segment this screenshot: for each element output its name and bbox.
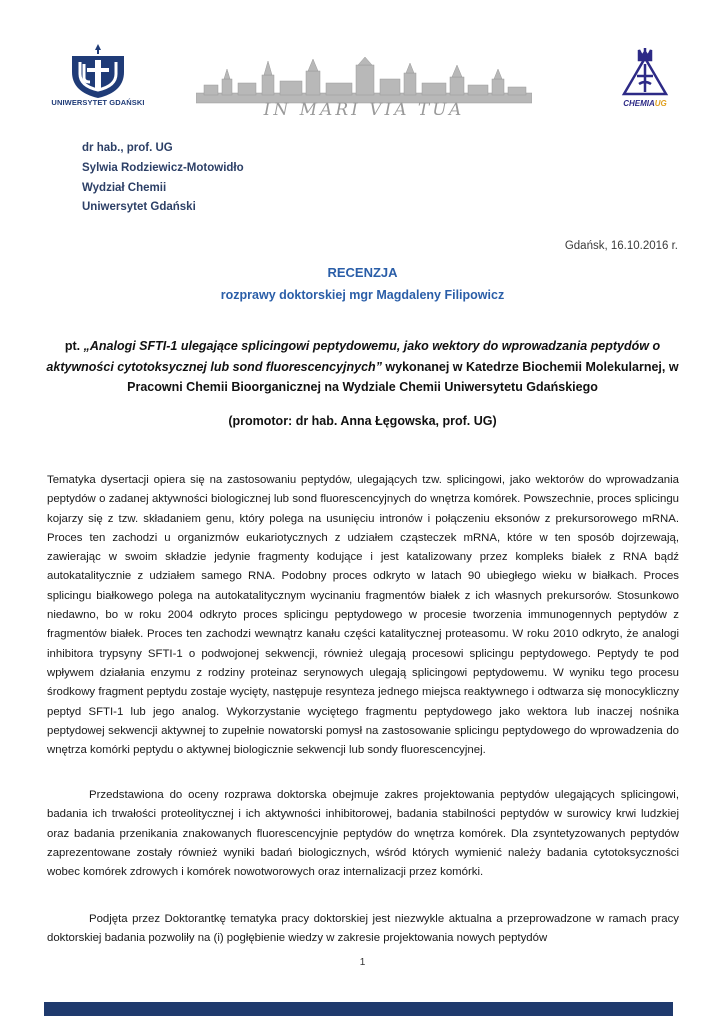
thesis-prefix: pt. xyxy=(64,339,84,353)
author-degree: dr hab., prof. UG xyxy=(82,142,173,154)
author-faculty: Wydział Chemii xyxy=(82,181,167,194)
review-subheading: rozprawy doktorskiej mgr Magdaleny Filipowicz xyxy=(220,288,505,302)
author-university: Uniwersytet Gdański xyxy=(82,201,196,214)
paragraph-3: Podjęta przez Doktorantkę tematyka pracy doktorskiej jest niezwykle aktualna a przeprowadzone w ramach pracy doktorskiej badania pozwoliły na (i) pogłębienie wiedzy w zakresie projektowania nowych peptydów xyxy=(47,913,679,945)
chemistry-faculty-logo xyxy=(612,44,678,100)
thesis-title-italic: „Analogi SFTI-1 ulegające splicingowi peptydowemu, jako wektory do wprowadzania peptydów o aktywności cytotoksycznej lub sond fluorescencyjnych” xyxy=(46,339,661,374)
place-date: Gdańsk, 16.10.2016 r. xyxy=(564,240,678,252)
footer-bar xyxy=(44,1002,673,1016)
paragraph-2: Przedstawiona do oceny rozprawa doktorska obejmuje zakres projektowania peptydów ulegających splicingowi, badania ich trwałości proteolitycznej i ich aktywności inhibitorowej, badania stabilności peptydów w surowicy krwi ludzkiej oraz badania przenikania znakowanych fluorescencyjnie peptydów do wnętrza komórek. Dla zsyntetyzowanych peptydów zaprezentowane zostały również wyniki badań biologicznych, wśród których wymienić należy badania cytotoksyczności wobec komórek zdrowych i komórek nowotworowych oraz internalizacji przez komórki. xyxy=(47,789,679,879)
chemistry-caption: CHEMIAUG xyxy=(623,99,667,108)
review-heading: RECENZJA xyxy=(327,265,398,280)
thesis-title xyxy=(44,336,681,398)
promotor: (promotor: dr hab. Anna Łęgowska, prof. UG) xyxy=(228,414,497,428)
university-caption: UNIWERSYTET GDAŃSKI xyxy=(51,98,145,107)
paragraph-1: Tematyka dysertacji opiera się na zastosowaniu peptydów, ulegających tzw. splicingowi, jako wektorów do wprowadzania peptydów o zadanej aktywności biologicznej lub sond fluorescencyjnych do wnętrza komórek. Powszechnie, proces splicingu kojarzy się z tzw. składaniem genu, który polega na usunięciu intronów i połączeniu eksonów z prekursorowego mRNA. Proces ten zachodzi u organizmów eukariotycznych z udziałem cząsteczek mRNA, które w ten sposób dojrzewają, zawierając w swoim składzie jedynie fragmenty kodujące i jest katalizowany przez kompleks białek z RNA bądź autokatalitycznie z udziałem samego RNA. Podobny proces odkryto w latach 90 ubiegłego wieku w białkach. Proces splicingu białkowego polega na autokatalitycznym wycinaniu fragmentów białek z ich własnych prekursorów. Stosunkowo niedawno, bo w roku 2004 odkryto proces splicingu peptydowego w procesie tworzenia immunogennych peptydów z fragmentów białek. Proces ten zachodzi wewnątrz kanału części katalitycznej proteasomu. W roku 2010 odkryto, że analogi inhibitora trypsyny SFTI-1 o podwojonej sekwencji, również ulegają procesowi splicingu peptydowego. Peptydy te pod wpływem działania enzymu z rodziny proteinaz serynowych ulegają splicingowi peptydowemu. W wyniku tego procesu środkowy fragment peptydu zostaje wycięty, następuje resynteza jednego miejsca reaktywnego i odtwarza się monocykliczny peptyd SFTI-1 lub jego analog. Wykorzystanie wyciętego fragmentu peptydowego jako wektora lub inaczej nośnika peptydowej sekwencji aktywnej to zupełnie nowatorski pomysł na zastosowanie splicingu peptydowego do wprowadzenia do wnętrza komórki peptydu o aktywnej biologicznie sekwencji lub sondy fluorescencyjnej. xyxy=(47,474,679,757)
page-number: 1 xyxy=(359,957,366,968)
author-block xyxy=(82,139,244,218)
thesis-suffix: wykonanej w Katedrze Biochemii Molekularnej, w Pracowni Chemii Bioorganicznej na Wydziale Chemii Uniwersytetu Gdańskiego xyxy=(127,359,679,394)
letterhead xyxy=(0,0,725,125)
motto: IN MARI VIA TUA xyxy=(263,100,465,120)
author-name: Sylwia Rodziewicz-Motowidło xyxy=(82,161,244,174)
